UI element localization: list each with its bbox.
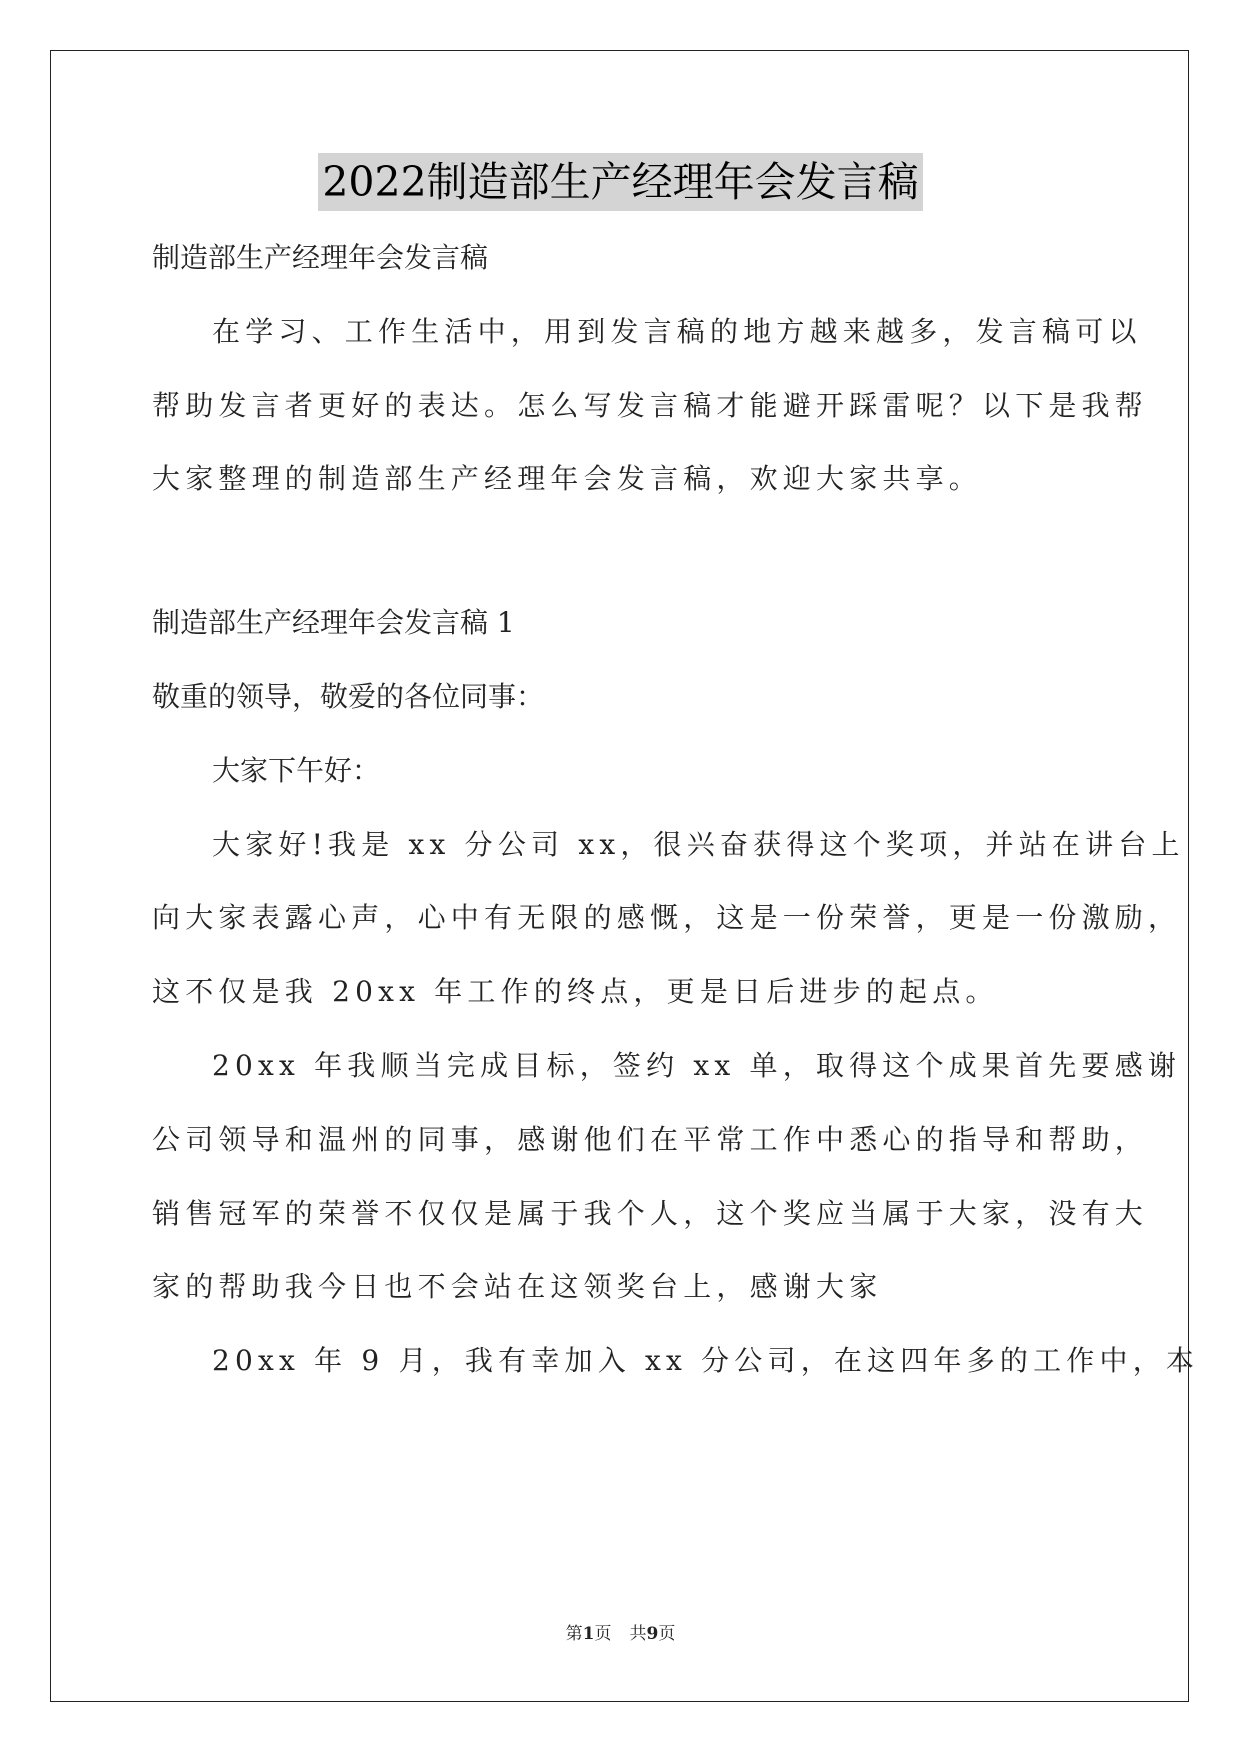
paragraph-line: 大家好!我是 xx 分公司 xx，很兴奋获得这个奖项，并站在讲台上 bbox=[212, 828, 1185, 861]
paragraph-line: 销售冠军的荣誉不仅仅是属于我个人，这个奖应当属于大家，没有大 bbox=[152, 1197, 1149, 1230]
current-page-number: 1 bbox=[582, 1624, 595, 1644]
paragraph-line: 20xx 年 9 月，我有幸加入 xx 分公司，在这四年多的工作中，本 bbox=[212, 1344, 1200, 1377]
salutation-line: 敬重的领导，敬爱的各位同事： bbox=[152, 680, 545, 713]
page-suffix: 页 bbox=[594, 1624, 612, 1644]
paragraph-line: 帮助发言者更好的表达。怎么写发言稿才能避开踩雷呢？以下是我帮 bbox=[152, 389, 1149, 422]
greeting-line: 大家下午好： bbox=[212, 754, 381, 787]
subtitle-line: 制造部生产经理年会发言稿 bbox=[152, 241, 489, 274]
paragraph-line: 向大家表露心声，心中有无限的感慨，这是一份荣誉，更是一份激励， bbox=[152, 901, 1182, 934]
title-container bbox=[0, 153, 1241, 211]
total-suffix: 页 bbox=[658, 1624, 676, 1644]
paragraph-line: 这不仅是我 20xx 年工作的终点，更是日后进步的起点。 bbox=[152, 975, 999, 1008]
paragraph-line: 20xx 年我顺当完成目标，签约 xx 单，取得这个成果首先要感谢 bbox=[212, 1049, 1182, 1082]
paragraph-line: 在学习、工作生活中，用到发言稿的地方越来越多，发言稿可以 bbox=[212, 315, 1142, 348]
total-page-number: 9 bbox=[646, 1624, 659, 1644]
page-prefix: 第 bbox=[565, 1624, 583, 1644]
total-prefix: 共 bbox=[629, 1624, 647, 1644]
paragraph-line: 大家整理的制造部生产经理年会发言稿，欢迎大家共享。 bbox=[152, 462, 983, 495]
paragraph-line: 公司领导和温州的同事，感谢他们在平常工作中悉心的指导和帮助， bbox=[152, 1123, 1149, 1156]
paragraph-line: 家的帮助我今日也不会站在这领奖台上，感谢大家 bbox=[152, 1270, 883, 1303]
document-title: 2022制造部生产经理年会发言稿 bbox=[318, 153, 922, 211]
page-footer bbox=[0, 1622, 1241, 1646]
page-border bbox=[50, 50, 1189, 1702]
section-heading: 制造部生产经理年会发言稿 1 bbox=[152, 606, 515, 639]
